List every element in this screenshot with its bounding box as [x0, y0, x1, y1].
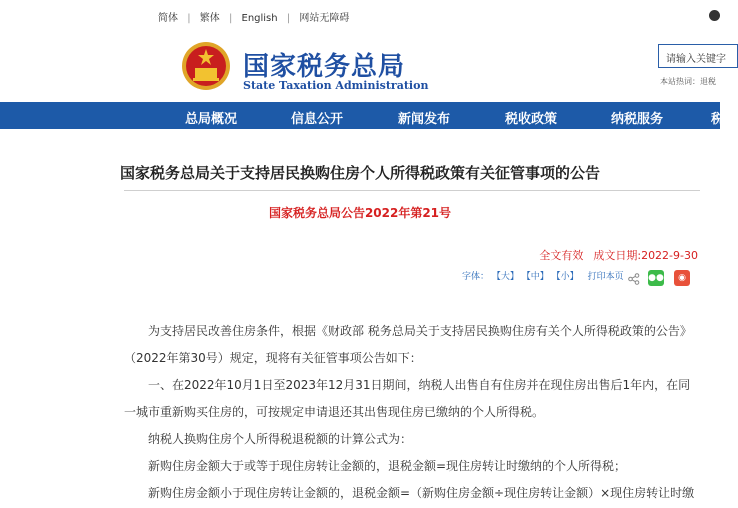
- lang-traditional[interactable]: 繁体: [199, 13, 220, 24]
- accessibility-link[interactable]: 网站无障碍: [299, 13, 350, 24]
- hot-words: 本站热词：退税: [660, 77, 716, 86]
- article-meta: [539, 247, 698, 263]
- paragraph: 一、在2022年10月1日至2023年12月31日期间，纳税人出售自有住房并在现住房出售后1年内，在同一城市重新购买住房的，可按规定申请退还其出售现住房已缴纳的个人所得税。: [124, 378, 691, 419]
- nav-item-policy[interactable]: 税收政策: [505, 112, 558, 127]
- divider: |: [286, 13, 291, 24]
- article-title: 国家税务总局关于支持居民换购住房个人所得税政策有关征管事项的公告: [119, 164, 600, 182]
- site-title-english: State Taxation Administration: [243, 79, 429, 92]
- paragraph: 新购住房金额大于或等于现住房转让金额的，退税金额=现住房转让时缴纳的个人所得税；: [148, 459, 627, 473]
- lang-english[interactable]: English: [241, 13, 278, 24]
- wechat-icon[interactable]: ●●: [648, 270, 664, 286]
- emblem-icon: [181, 40, 231, 92]
- font-small-button[interactable]: 【小】: [551, 272, 579, 282]
- font-medium-button[interactable]: 【中】: [521, 272, 549, 282]
- search-input[interactable]: 请输入关键字: [658, 44, 738, 68]
- font-large-button[interactable]: 【大】: [491, 272, 519, 282]
- nav-item-news[interactable]: 新闻发布: [398, 112, 451, 127]
- document-number: 国家税务总局公告2022年第21号: [268, 206, 452, 220]
- article-body: [124, 318, 700, 507]
- nav-item-disclosure[interactable]: 信息公开: [291, 112, 344, 127]
- user-icon[interactable]: [709, 10, 720, 21]
- top-bar: [0, 0, 720, 30]
- main-nav: [0, 102, 725, 129]
- divider: [124, 190, 700, 191]
- nav-item-overview[interactable]: 总局概况: [185, 112, 238, 127]
- print-button[interactable]: 打印本页: [587, 272, 624, 282]
- language-bar: [158, 9, 349, 24]
- divider: |: [228, 13, 233, 24]
- status-badge: 全文有效: [539, 249, 584, 262]
- paragraph: 纳税人换购住房个人所得税退税额的计算公式为：: [148, 432, 413, 446]
- paragraph: 新购住房金额小于现住房转让金额的，退税金额=（新购住房金额÷现住房转让金额）×现住房转让时缴: [148, 486, 695, 500]
- site-header: [0, 30, 726, 102]
- article: [0, 129, 720, 508]
- article-tools: [462, 269, 624, 289]
- lang-simplified[interactable]: 简体: [158, 13, 178, 24]
- paragraph: 为支持居民改善住房条件，根据《财政部 税务总局关于支持居民换购住房有关个人所得税政策的公告》（2022年第30号）规定，现将有关征管事项公告如下：: [124, 324, 692, 365]
- site-title[interactable]: 国家税务总局: [243, 52, 406, 82]
- nav-item-more[interactable]: 税: [711, 112, 725, 127]
- divider: |: [187, 13, 191, 24]
- article-date: 成文日期:2022-9-30: [593, 249, 698, 262]
- font-size-label: 字体：: [462, 272, 490, 282]
- share-icon[interactable]: [628, 273, 640, 285]
- weibo-icon[interactable]: ◉: [674, 270, 690, 286]
- nav-item-service[interactable]: 纳税服务: [611, 112, 664, 127]
